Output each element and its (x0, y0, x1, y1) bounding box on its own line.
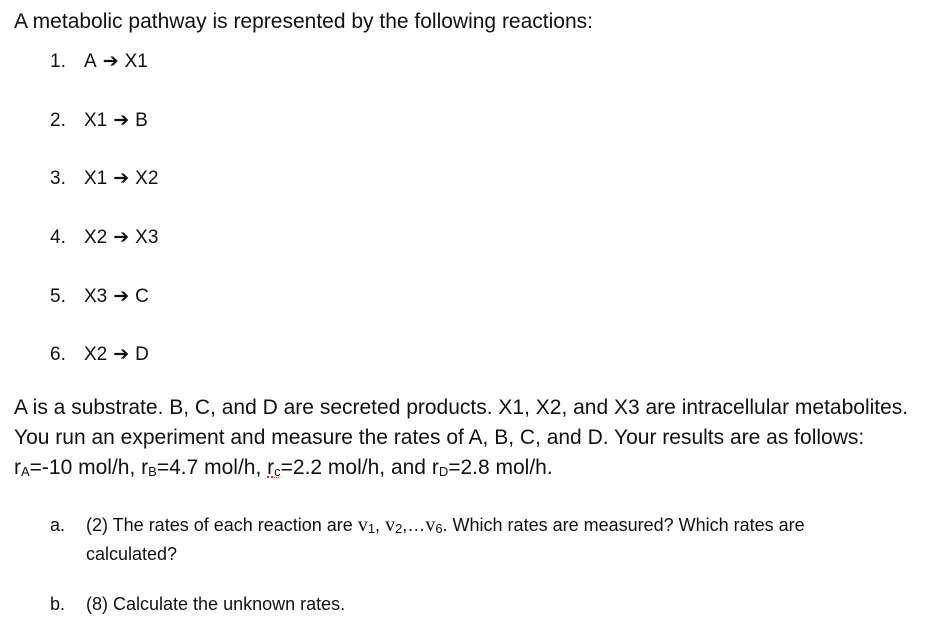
rates-line (14, 456, 553, 480)
product: C (135, 286, 149, 307)
product: X3 (135, 227, 159, 248)
reaction-number: 2. (50, 110, 66, 131)
rate-subscript: A (21, 464, 30, 479)
separator: , (375, 515, 386, 535)
question-b (50, 594, 345, 615)
arrow-icon: ➔ (113, 286, 130, 307)
question-a (50, 514, 805, 564)
rate-var-subscript: 2 (395, 521, 403, 536)
question-text: . Which rates are measured? Which rates are (442, 515, 805, 535)
product: B (135, 110, 148, 131)
reaction-number: 4. (50, 227, 66, 248)
rate-var: v (357, 514, 368, 536)
rate-var: v (425, 514, 436, 536)
reactant: X1 (84, 110, 108, 131)
arrow-icon: ➔ (113, 227, 130, 248)
reaction-item (50, 109, 148, 132)
reactant: X3 (84, 286, 108, 307)
question-text: (2) The rates of each reaction are (86, 515, 358, 535)
question-label: b. (50, 594, 66, 614)
intro-text: A metabolic pathway is represented by the following reactions: (14, 10, 593, 33)
product: D (135, 344, 149, 365)
reaction-item (50, 50, 148, 73)
rate-subscript: c (274, 464, 281, 479)
question-text-continued: calculated? (86, 544, 178, 564)
rate-symbol: r (141, 456, 149, 479)
rate-var-subscript: 6 (435, 521, 443, 536)
rate-value: =-10 mol/h, (29, 456, 142, 479)
rate-symbol: r (431, 456, 439, 479)
rate-value: =2.2 mol/h, and (280, 456, 432, 479)
product: X2 (135, 168, 159, 189)
reactant: X2 (84, 344, 108, 365)
arrow-icon: ➔ (113, 110, 130, 131)
rate-symbol: r (14, 456, 21, 479)
rate-value: =2.8 mol/h. (448, 456, 553, 479)
product: X1 (124, 51, 148, 72)
rate-var: v (385, 514, 396, 536)
arrow-icon: ➔ (113, 344, 130, 365)
reactant: X1 (84, 168, 108, 189)
question-label: a. (50, 515, 66, 535)
reaction-item (50, 343, 149, 366)
paragraph-line-1: A is a substrate. B, C, and D are secreted products. X1, X2, and X3 are intracellular metabolites. (14, 396, 909, 419)
arrow-icon: ➔ (113, 168, 130, 189)
reactant: A (84, 51, 97, 72)
reactant: X2 (84, 227, 108, 248)
rate-subscript: B (148, 464, 157, 479)
reaction-number: 5. (50, 286, 66, 307)
reaction-item (50, 285, 149, 308)
paragraph-line-2: You run an experiment and measure the rates of A, B, C, and D. Your results are as follows: (14, 426, 865, 449)
rate-var-subscript: 1 (367, 521, 376, 536)
reaction-number: 3. (50, 168, 66, 189)
reaction-item (50, 167, 158, 190)
rate-symbol: r (267, 456, 275, 479)
question-text: (8) Calculate the unknown rates. (86, 594, 346, 614)
reaction-number: 6. (50, 344, 66, 365)
reaction-number: 1. (50, 51, 66, 72)
rate-value: =4.7 mol/h, (156, 456, 268, 479)
arrow-icon: ➔ (102, 51, 119, 72)
rate-subscript: D (438, 464, 449, 479)
ellipsis: ,… (402, 515, 426, 535)
reaction-item (50, 226, 158, 249)
